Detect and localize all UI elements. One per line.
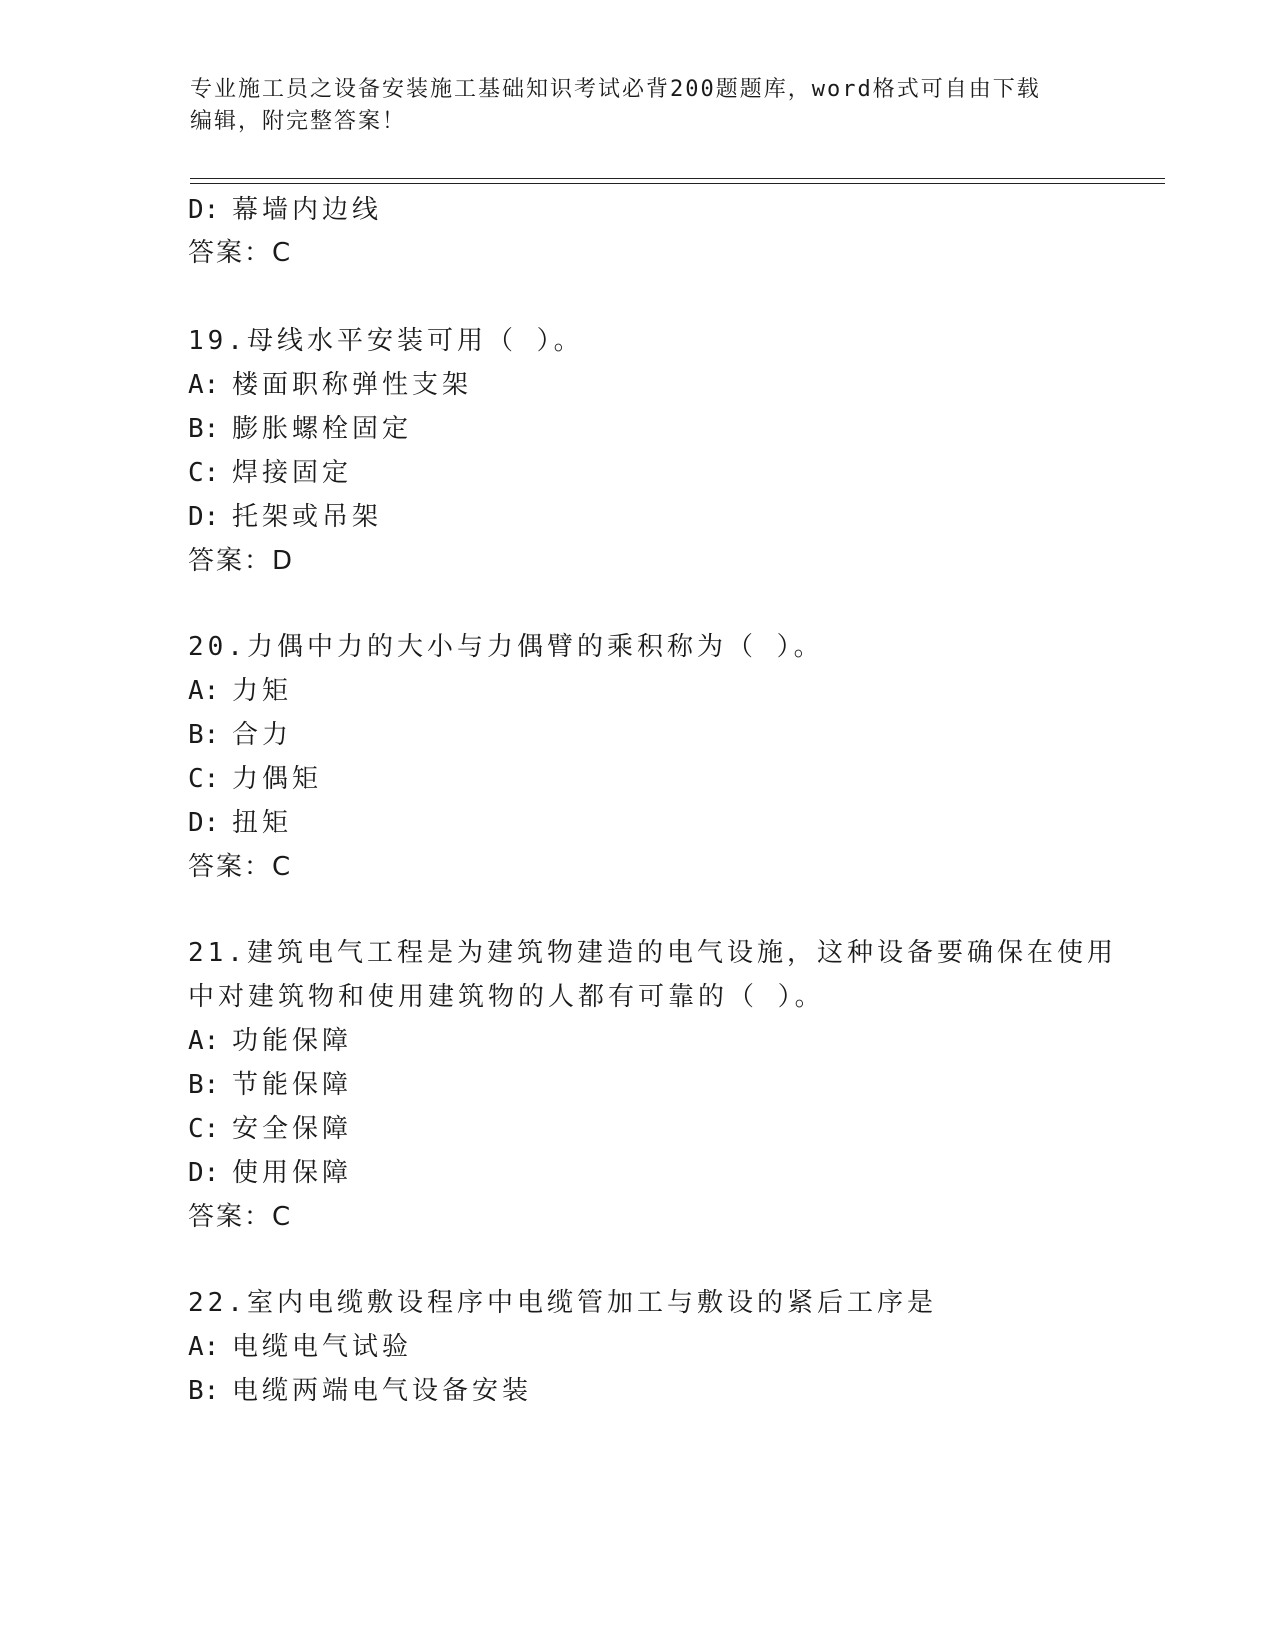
answer-line: 答案：C — [188, 238, 293, 268]
option-label: A: — [188, 1332, 220, 1362]
option-text: 幕墙内边线 — [232, 195, 383, 225]
question-stem: 22.室内电缆敷设程序中电缆管加工与敷设的紧后工序是 — [188, 1288, 937, 1318]
option-c — [188, 1112, 352, 1146]
option-text: 膨胀螺栓固定 — [232, 414, 413, 444]
document-header — [190, 74, 1090, 138]
option-label: B: — [188, 1070, 220, 1100]
answer-line: 答案：C — [188, 1202, 293, 1232]
option-text: 扭矩 — [232, 808, 293, 838]
option-label: D: — [188, 502, 220, 532]
option-label: B: — [188, 414, 220, 444]
option-text: 焊接固定 — [232, 458, 353, 488]
option-text: 安全保障 — [232, 1114, 353, 1144]
question-stem: 20.力偶中力的大小与力偶臂的乘积称为（ ）。 — [188, 632, 824, 662]
option-b — [188, 412, 412, 446]
option-a — [188, 368, 472, 402]
header-rule-bottom — [190, 183, 1165, 184]
option-text: 楼面职称弹性支架 — [232, 370, 473, 400]
option-text: 电缆两端电气设备安装 — [232, 1376, 533, 1406]
option-d — [188, 1156, 352, 1190]
option-a — [188, 674, 292, 708]
option-text: 功能保障 — [232, 1026, 353, 1056]
option-label: B: — [188, 1376, 220, 1406]
question-stem: 19.母线水平安装可用（ ）。 — [188, 326, 584, 356]
option-c — [188, 456, 352, 490]
option-label: C: — [188, 458, 220, 488]
question-stem-line-2: 中对建筑物和使用建筑物的人都有可靠的（ ）。 — [188, 982, 825, 1012]
option-text: 使用保障 — [232, 1158, 353, 1188]
option-d — [188, 500, 382, 534]
option-label: B: — [188, 720, 220, 750]
option-text: 节能保障 — [232, 1070, 353, 1100]
option-text: 电缆电气试验 — [232, 1332, 413, 1362]
option-label: A: — [188, 1026, 220, 1056]
header-rule-top — [190, 178, 1165, 179]
option-b — [188, 718, 292, 752]
option-label: A: — [188, 370, 220, 400]
option-label: A: — [188, 676, 220, 706]
option-text: 力矩 — [232, 676, 293, 706]
option-b — [188, 1374, 532, 1408]
option-text: 托架或吊架 — [232, 502, 383, 532]
option-b — [188, 1068, 352, 1102]
header-line-2: 编辑，附完整答案！ — [190, 109, 407, 134]
option-label: C: — [188, 764, 220, 794]
answer-line: 答案：D — [188, 546, 295, 576]
option-a — [188, 1330, 412, 1364]
option-label: C: — [188, 1114, 220, 1144]
question-stem: 21.建筑电气工程是为建筑物建造的电气设施，这种设备要确保在使用 — [188, 938, 1117, 968]
option-a — [188, 1024, 352, 1058]
option-d — [188, 193, 382, 227]
option-text: 力偶矩 — [232, 764, 323, 794]
option-label: D: — [188, 1158, 220, 1188]
answer-line: 答案：C — [188, 852, 293, 882]
header-line-1: 专业施工员之设备安装施工基础知识考试必背200题题库，word格式可自由下载 — [190, 77, 1041, 102]
option-c — [188, 762, 322, 796]
option-d — [188, 806, 292, 840]
option-label: D: — [188, 195, 220, 225]
option-text: 合力 — [232, 720, 293, 750]
option-label: D: — [188, 808, 220, 838]
